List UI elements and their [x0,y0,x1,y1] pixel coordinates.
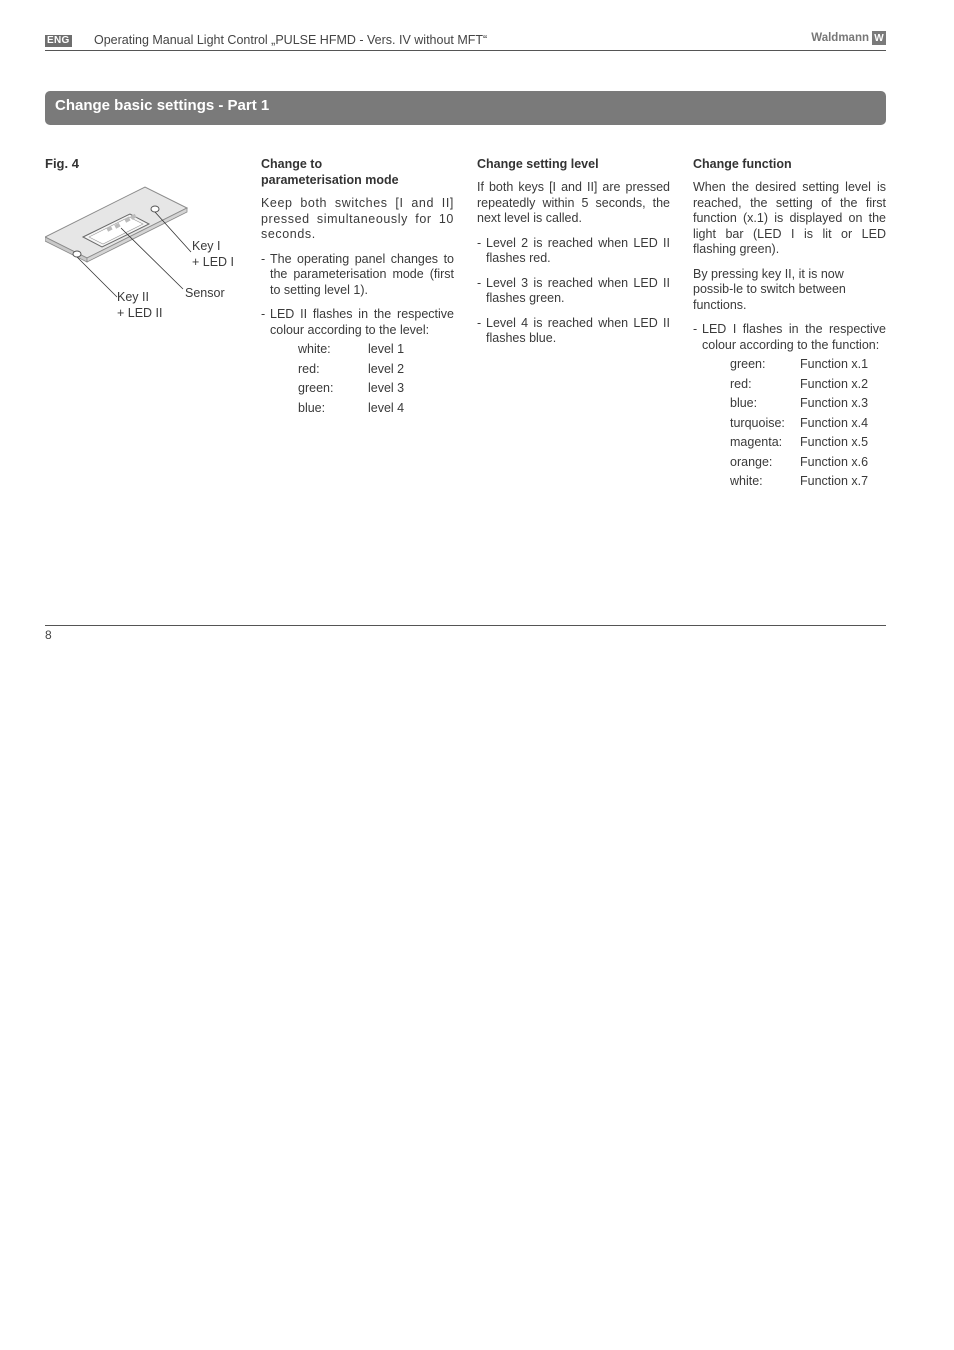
page-header [45,31,886,51]
column-heading: Change setting level [477,157,599,171]
callout-key2-line1: Key II [117,290,149,304]
manual-title: Operating Manual Light Control „PULSE HFMD - Vers. IV without MFT“ [94,33,488,47]
list-item: - Level 4 is reached when LED II flashes blue. [477,315,670,345]
paragraph: When the desired setting level is reached, the setting of the first function (x.1) is displayed on the light bar (LED I is lit or LED flashing green). [693,180,886,256]
table-cell: orange: [730,454,773,469]
table-cell: white: [730,474,763,488]
table-cell: red: [730,376,752,391]
table-cell: turquoise: [730,415,785,430]
list-item: - Level 2 is reached when LED II flashes red. [477,235,670,265]
section-title: Change basic settings - Part 1 [55,97,270,114]
list-item: - Level 3 is reached when LED II flashes green. [477,275,670,305]
paragraph: Keep both switches [I and II] pressed simultaneously for 10 seconds. [261,196,454,241]
column-parameterisation [261,156,454,416]
column-setting-level [477,156,670,356]
callout-key1-line2: + LED I [192,255,235,269]
section-header [45,91,886,125]
list-item-text: Level 2 is reached when LED II flashes red. [486,235,670,265]
callout-key2-line2: + LED II [117,306,163,320]
list-item: - LED I flashes in the respective colour according to the function: [693,322,886,352]
table-cell: magenta: [730,435,783,449]
paragraph: By pressing key II, it is now possib-le to switch between functions. [693,266,846,312]
table-cell: blue: [730,396,758,410]
table-cell: Function x.4 [800,415,869,430]
column-heading [261,156,454,188]
paragraph: If both keys [I and II] are pressed repeatedly within 5 seconds, the next level is called. [477,180,670,225]
table-cell: level 1 [368,342,405,356]
table-cell: red: [298,361,320,376]
table-cell: level 3 [368,381,405,395]
table-cell: Function x.3 [800,396,869,410]
list-item-text: Level 3 is reached when LED II flashes green. [486,275,670,305]
list-item-text: LED II flashes in the respective colour according to the level: [270,307,454,337]
table-cell: blue: [298,400,326,415]
table-cell: Function x.7 [800,474,869,488]
heading-line2: parameterisation mode [261,173,399,187]
list-item-text: LED I flashes in the respective colour according to the function: [702,322,886,352]
column-change-function [693,156,886,490]
brand-name: Waldmann [811,32,869,44]
level-color-table [298,342,454,416]
table-cell: level 2 [368,361,405,376]
brand [811,31,886,45]
callout-key1-line1: Key I [192,239,221,253]
list-item-text: The operating panel changes to the parameterisation mode (first to setting level 1). [270,251,454,297]
list-item: - The operating panel changes to the parameterisation mode (first to setting level 1). [261,251,454,297]
table-cell: Function x.1 [800,357,869,371]
language-badge: ENG [47,35,70,46]
table-cell: level 4 [368,400,405,415]
function-color-table [730,357,886,490]
list-item-text: Level 4 is reached when LED II flashes blue. [486,315,670,345]
figure-label: Fig. 4 [45,156,79,171]
column-heading: Change function [693,157,792,171]
heading-line1: Change to [261,157,323,171]
table-cell: Function x.6 [800,454,869,469]
table-cell: white: [298,342,331,356]
page-number: 8 [45,628,52,642]
brand-logo-icon: W [872,31,886,45]
table-cell: Function x.2 [800,376,869,391]
callout-key1 [192,238,234,270]
table-cell: green: [298,381,334,395]
table-cell: Function x.5 [800,435,869,449]
footer-divider [45,625,886,626]
callout-sensor: Sensor [185,286,225,300]
callout-key2 [117,289,163,321]
list-item: - LED II flashes in the respective colour according to the level: [261,307,454,337]
table-cell: green: [730,357,766,371]
